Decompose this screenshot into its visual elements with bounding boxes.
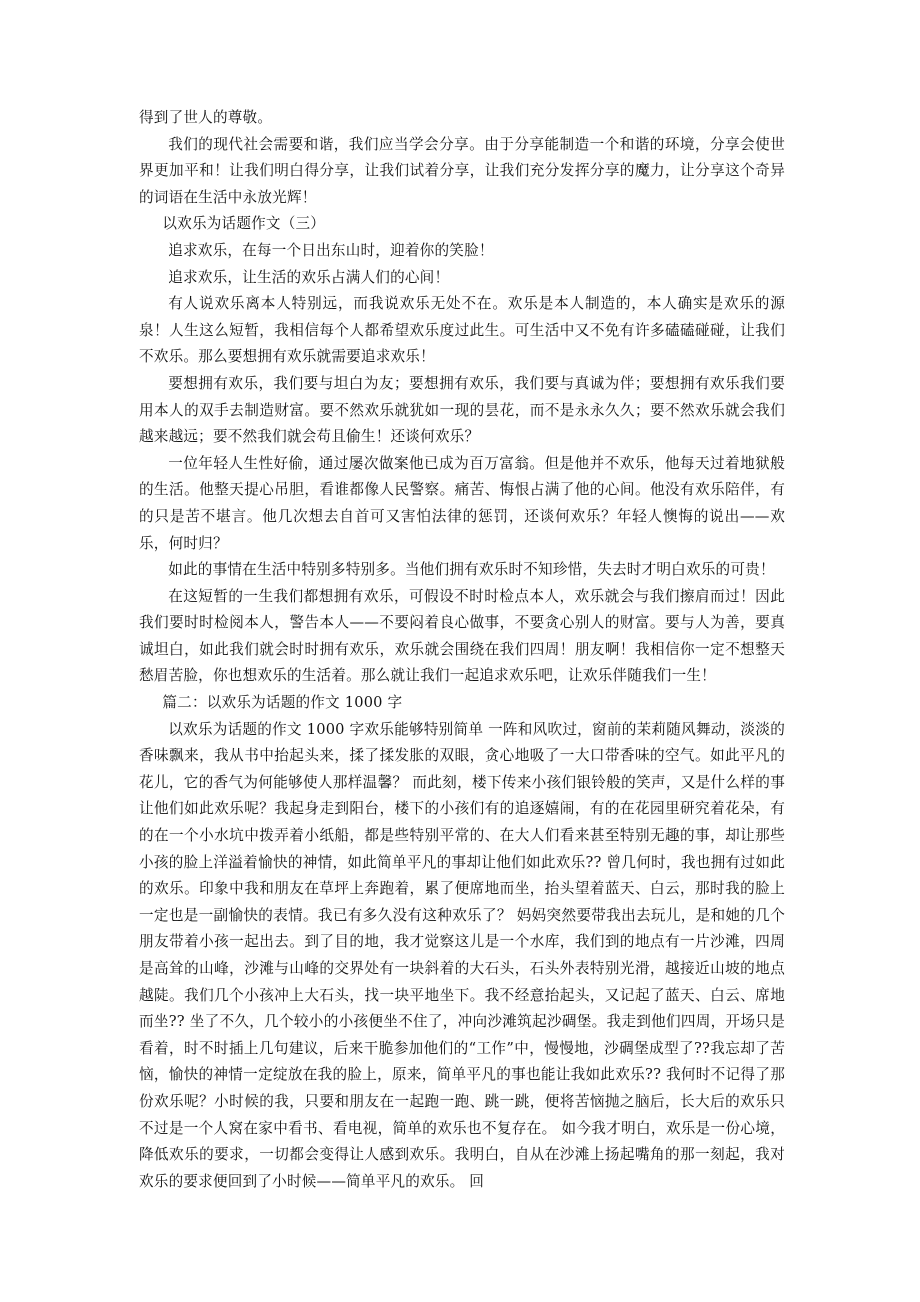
paragraph-verse-one: 追求欢乐，在每一个日出东山时，迎着你的笑脸！: [168, 241, 494, 259]
document-body: [139, 105, 785, 1195]
paragraph-cherish: 如此的事情在生活中特别多特别多。当他们拥有欢乐时不知珍惜，失去时才明白欢乐的可贵！: [168, 561, 775, 579]
paragraph-simple-happiness: 以欢乐为话题的作文 1000 字欢乐能够特别简单 一阵和风吹过，窗前的茉莉随风舞动，淡淡的香味飘来，我从书中抬起头来，揉了揉发胀的双眼，贪心地吸了一大口带香味的空气。如此平凡的花儿，它的香气为何能够使人那样温馨？ 而此刻，楼下传来小孩们银铃般的笑声，又是什么样的事让他们如此欢乐呢？我起身走到阳台，楼下的小孩们有的追逐嬉闹，有的在花园里研究着花朵，有的在一个小水坑中拨弄着小纸船，都是些特别平常的、在大人们看来甚至特别无趣的事，却让那些小孩的脸上洋溢着愉快的神情，如此简单平凡的事却让他们如此欢乐?? 曾几何时，我也拥有过如此的欢乐。印象中我和朋友在草坪上奔跑着，累了便席地而坐，抬头望着蓝天、白云，那时我的脸上一定也是一副愉快的表情。我已有多久没有这种欢乐了？ 妈妈突然要带我出去玩儿，是和她的几个朋友带着小孩一起出去。到了目的地，我才觉察这儿是一个水库，我们到的地点有一片沙滩，四周是高耸的山峰，沙滩与山峰的交界处有一块斜着的大石头，石头外表特别光滑，越接近山坡的地点越陡。我们几个小孩冲上大石头，找一块平地坐下。我不经意抬起头，又记起了蓝天、白云、席地而坐?? 坐了不久，几个较小的小孩便坐不住了，冲向沙滩筑起沙碉堡。我走到他们四周，开场只是看着，时不时插上几句建议，后来干脆参加他们的“工作”中，慢慢地，沙碉堡成型了??我忘却了苦恼，愉快的神情一定绽放在我的脸上，原来，简单平凡的事也能让我如此欢乐?? 我何时不记得了那份欢乐呢？小时候的我，只要和朋友在一起跑一跑、跳一跳，便将苦恼抛之脑后，长大后的欢乐只不过是一个人窝在家中看书、看电视，简单的欢乐也不复存在。 如今我才明白，欢乐是一份心境，降低欢乐的要求，一切都会变得让人感到欢乐。我明白，自从在沙滩上扬起嘴角的那一刻起，我对欢乐的要求便回到了小时候——简单平凡的欢乐。 回: [139, 720, 785, 1190]
paragraph-to-have-happiness: 要想拥有欢乐，我们要与坦白为友；要想拥有欢乐，我们要与真诚为伴；要想拥有欢乐我们要用本人的双手去制造财富。要不然欢乐就犹如一现的昙花，而不是永永久久；要不然欢乐就会我们越来越远；要不然我们就会苟且偷生！还谈何欢乐？: [139, 374, 785, 446]
paragraph-short-life: 在这短暂的一生我们都想拥有欢乐，可假设不时时检点本人，欢乐就会与我们擦肩而过！因此我们要时时检阅本人，警告本人——不要闷着良心做事，不要贪心别人的财富。要与人为善，要真诚坦白，如此我们就会时时拥有欢乐，欢乐就会围绕在我们四周！朋友啊！我相信你一定不想整天愁眉苦脸，你也想欢乐的生活着。那么就让我们一起追求欢乐吧，让欢乐伴随我们一生！: [139, 587, 785, 685]
paragraph-verse-two: 追求欢乐，让生活的欢乐占满人们的心间！: [168, 268, 450, 286]
section-heading-essay-three: 以欢乐为话题作文（三）: [162, 215, 326, 233]
paragraph-young-thief: 一位年轻人生性好偷，通过屡次做案他已成为百万富翁。但是他并不欢乐，他每天过着地狱般的生活。他整天提心吊胆，看谁都像人民警察。痛苦、悔恨占满了他的心间。他没有欢乐陪伴，有的只是苦不堪言。他几次想去自首可又害怕法律的惩罚，还谈何欢乐？年轻人懊悔的说出——欢乐，何时归？: [139, 454, 785, 552]
paragraph-sharing: 我们的现代社会需要和谐，我们应当学会分享。由于分享能制造一个和谐的环境，分享会使世界更加平和！让我们明白得分享，让我们试着分享，让我们充分发挥分享的魔力，让分享这个奇异的词语在生活中永放光辉！: [139, 135, 785, 206]
paragraph-continuation: 得到了世人的尊敬。: [139, 109, 273, 126]
section-heading-part-two: 篇二：以欢乐为话题的作文 1000 字: [162, 694, 403, 712]
paragraph-happiness-everywhere: 有人说欢乐离本人特别远，而我说欢乐无处不在。欢乐是本人制造的，本人确实是欢乐的源泉！人生这么短暂，我相信每个人都希望欢乐度过此生。可生活中又不免有许多磕磕碰碰，让我们不欢乐。那么要想拥有欢乐就需要追求欢乐！: [139, 295, 785, 366]
